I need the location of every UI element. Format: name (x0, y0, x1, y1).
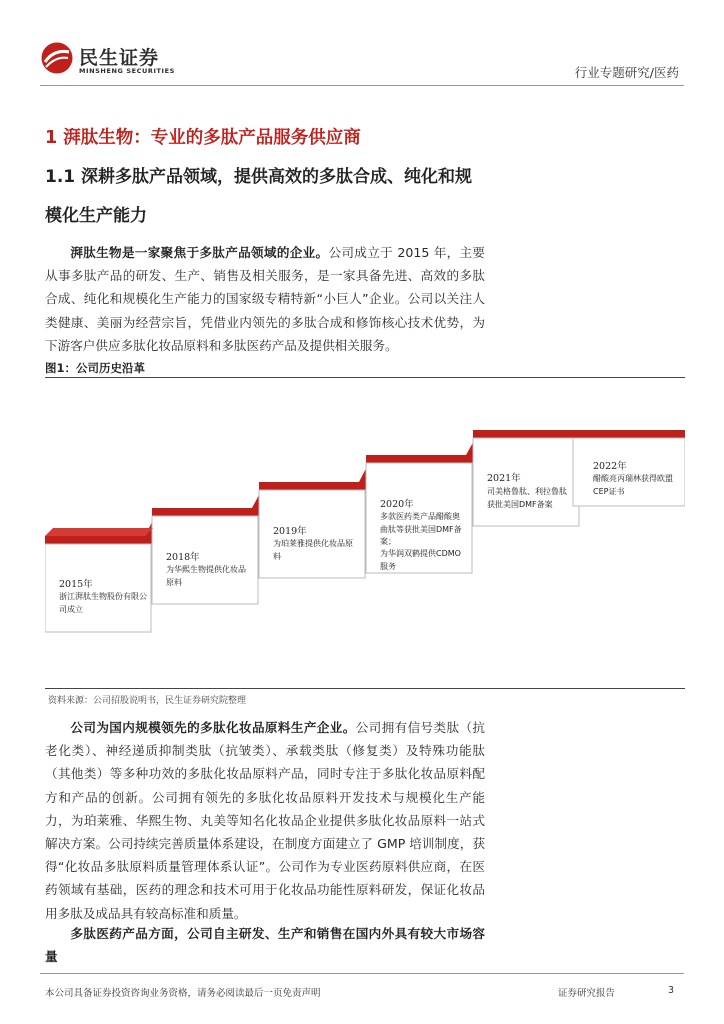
milestone-text: 多款医药类产品醋酸奥曲肽等获批美国DMF备案； (380, 512, 462, 546)
footer-divider (40, 973, 684, 974)
timeline-staircase-graphic (45, 430, 685, 690)
intro-paragraph (45, 241, 485, 357)
logo-english-name: MINSHENG SECURITIES (79, 67, 175, 75)
subsection-heading: 1.1 深耕多肽产品领域，提供高效的多肽合成、纯化和规模化生产能力 (45, 167, 473, 226)
milestone-year: 2020年 (380, 499, 414, 510)
cosmetics-paragraph (45, 716, 485, 925)
figure-top-rule (45, 377, 685, 378)
minsheng-logo-icon (40, 41, 74, 75)
intro-body: 公司成立于 2015 年，主要从事多肽产品的研发、生产、销售及相关服务，是一家具备先进、高效的多肽合成、纯化和规模化生产能力的国家级专精特新“小巨人”企业。公司以关注人类健康、美丽为经营宗旨，凭借业内领先的多肽合成和修饰核心技术优势，为下游客户供应多肽化妆品原料和多肽医药产品及提供相关服务。 (45, 245, 486, 353)
figure-bottom-rule (45, 688, 685, 689)
cosmetics-lead: 公司为国内规模领先的多肽化妆品原料生产企业。 (70, 720, 356, 735)
milestone-year: 2015年 (59, 579, 93, 590)
milestone-text: 司美格鲁肽、利拉鲁肽获批美国DMF备案 (487, 487, 567, 509)
intro-lead: 湃肽生物是一家聚焦于多肽产品领域的企业。 (70, 245, 329, 260)
milestone-text: 为华熙生物提供化妆品原料 (166, 565, 246, 587)
milestone-year: 2018年 (166, 552, 200, 563)
company-logo (40, 41, 190, 81)
footer-disclaimer: 本公司具备证券投资咨询业务资格，请务必阅读最后一页免责声明 (45, 988, 321, 999)
milestone-year: 2021年 (487, 473, 521, 484)
milestone-text: 浙江湃肽生物股份有限公司成立 (59, 592, 147, 614)
cosmetics-body: 公司拥有信号类肽（抗老化类）、神经递质抑制类肽（抗皱类）、承载类肽（修复类）及特殊功能肽（其他类）等多种功效的多肽化妆品原料产品，同时专注于多肽化妆品原料配方和产品的创新。公司拥有领先的多肽化妆品原料开发技术与规模化生产能力，为珀莱雅、华熙生物、丸美等知名化妆品企业提供多肽化妆品原料一站式解决方案。公司持续完善质量体系建设，在制度方面建立了 GMP 培训制度，获得“化妆品多肽原料质量管理体系认证”。公司作为专业医药原料供应商，在医药领域有基础，医药的理念和技术可用于化妆品功能性原料研发，保证化妆品用多肽及成品具有较高标准和质量。 (45, 720, 485, 921)
section-heading: 1 湃肽生物：专业的多肽产品服务供应商 (45, 128, 361, 148)
milestone-year: 2022年 (593, 461, 627, 472)
figure-title: 图1：公司历史沿革 (45, 361, 146, 375)
milestone-text-2: 为华润双鹤提供CDMO服务 (380, 549, 461, 571)
page-number: 3 (668, 985, 675, 996)
milestone-year: 2019年 (273, 526, 307, 537)
header-divider (40, 85, 684, 86)
footer-report-type: 证券研究报告 (558, 988, 616, 999)
report-category: 行业专题研究/医药 (574, 65, 679, 80)
history-timeline (45, 430, 685, 690)
logo-chinese-name: 民生证券 (79, 47, 160, 69)
pharma-paragraph (45, 922, 485, 968)
milestone-text: 为珀莱雅提供化妆品原料 (273, 539, 353, 561)
pharma-lead: 多肽医药产品方面，公司自主研发、生产和销售在国内外具有较大市场容量 (45, 926, 485, 965)
figure-source: 资料来源：公司招股说明书，民生证券研究院整理 (48, 696, 247, 706)
milestone-text: 醋酸亮丙瑞林获得欧盟CEP证书 (593, 474, 673, 496)
